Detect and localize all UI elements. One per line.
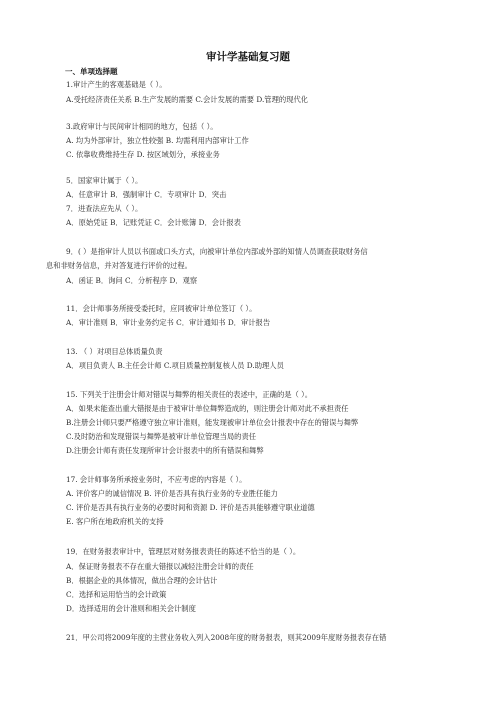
q19-option-a: A．保证财务报表不存在重大错报以减轻注册会计师的责任 [66,562,254,571]
q19-option-b: B．根据企业的具体情况，做出合理的会计估计 [66,576,218,585]
q1-stem: 1.审计产生的客观基础是（ ）。 [66,80,167,89]
q19-option-c: C．选择和运用恰当的会计政策 [66,590,167,599]
q13-options: A．项目负责人 B.主任会计师 C.项目质量控制复核人员 D.助理人员 [66,361,284,370]
q19-stem: 19．在财务报表审计中，管理层对财务报表责任的陈述不恰当的是（ ）。 [66,547,301,556]
q11-stem: 11．会计师事务所接受委托时，应同被审计单位签订（ ）。 [66,304,257,313]
q11-options: A．审计准则 B．审计业务约定书 C．审计通知书 D．审计报告 [66,318,271,327]
document-title: 审计学基础复习题 [206,51,290,63]
q3-options-ab: A. 均为外部审计，独立性较强 B. 均需利用内部审计工作 [66,136,249,145]
q7-stem: 7．进查法应先从（ ）。 [66,204,143,213]
q3-options-cd: C. 依靠收费维持生存 D. 按区域划分，承接业务 [66,150,220,159]
q19-option-d: D．选择适用的会计准则和相关会计制度 [66,604,196,613]
q15-option-a: A．如果未能查出重大错报是由于被审计单位舞弊造成的，则注册会计师对此不承担责任 [66,404,349,413]
q9-stem: 9．( ）是指审计人员以书面或口头方式，向被审计单位内部或外部的知情人员调查获取财务信 [66,247,368,256]
q5-options: A．任意审计 B．强制审计 C．专项审计 D．突击 [66,190,227,199]
q7-options: A．原始凭证 B．记账凭证 C．会计账簿 D．会计报表 [66,218,241,227]
q17-stem: 17. 会计师事务所承接业务时，不应考虑的内容是（ ）。 [66,475,247,484]
q15-option-b: B.注册会计师只要严格遵守独立审计准则，能发现被审计单位会计报表中存在的错误与舞弊 [66,418,359,427]
q17-options-ab: A. 评价客户的诚信情况 B. 评价是否具有执行业务的专业胜任能力 [66,489,278,498]
q5-stem: 5．国家审计属于（ ）。 [66,176,143,185]
q17-options-cd: C. 评价是否具有执行业务的必要时间和资源 D. 评价是否具能够遵守职业道德 [66,503,315,512]
q13-stem: 13. （ ）对项目总体质量负责 [66,347,163,356]
q15-stem: 15. 下列关于注册会计师对错误与舞弊的相关责任的表述中，正确的是（ ）。 [66,390,313,399]
q15-option-c: C.及时防治和发现错误与舞弊是被审计单位管理当局的责任 [66,432,257,441]
q15-option-d: D.注册会计师有责任发现所审计会计报表中的所有错误和舞弊 [66,446,264,455]
q3-stem: 3.政府审计与民间审计相同的地方，包括（ ）。 [66,122,218,131]
q9-options: A．函证 B．询问 C．分析程序 D．观察 [66,276,198,285]
q9-stem-cont: 息和非财务信息，并对答复进行评价的过程。 [46,261,192,270]
q21-stem: 21．甲公司将2009年度的主营业务收入列入2008年度的财务报表，则其2009年度财务报表存在错 [66,633,387,642]
q17-option-e: E. 客户所在地政府机关的支持 [66,517,164,526]
section-heading: 一、单项选择题 [65,67,118,76]
q1-options: A.受托经济责任关系 B.生产发展的需要 C.会计发展的需要 D.管理的现代化 [66,95,309,104]
